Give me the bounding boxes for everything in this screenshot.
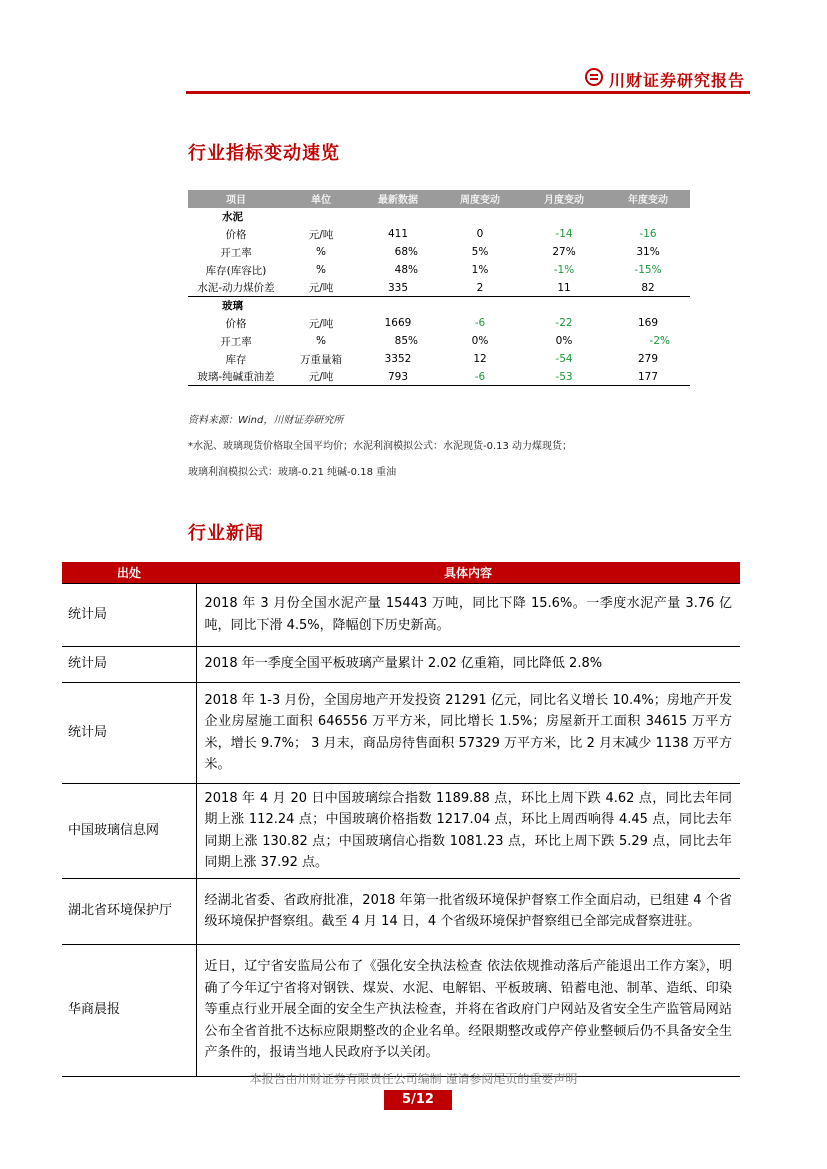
news-source: 湖北省环境保护厅 (62, 878, 196, 944)
weekly-cell: 5% (471, 246, 489, 259)
section-label: 玻璃 (222, 300, 243, 313)
item-cell: 价格 (225, 317, 247, 330)
report-header (186, 62, 750, 96)
news-source: 统计局 (62, 583, 196, 646)
news-row (62, 783, 740, 878)
news-source: 统计局 (62, 682, 196, 783)
table-row (188, 226, 690, 244)
yearly-cell: 279 (637, 353, 659, 366)
item-cell: 库存 (225, 353, 247, 366)
news-content: 经湖北省委、省政府批准，2018 年第一批省级环境保护督察工作全面启动，已组建 4 个省级环境保护督察组。截至 4 月 14 日，4 个省级环境保护督察组已全部完成督察进驻。 (196, 878, 740, 944)
yearly-cell: 82 (606, 279, 690, 297)
table-row (188, 243, 690, 261)
unit-cell: 万重量箱 (300, 353, 342, 366)
weekly-cell: 12 (473, 353, 487, 366)
column-header: 具体内容 (196, 562, 740, 583)
weekly-cell: 0 (476, 228, 484, 241)
yearly-cell: -16 (639, 228, 657, 241)
latest-cell: 68% (394, 246, 418, 259)
news-header-row (62, 562, 740, 583)
table-row (188, 261, 690, 279)
unit-cell: % (316, 246, 326, 259)
unit-cell: 元/吨 (284, 279, 358, 297)
latest-cell: 1669 (384, 317, 412, 330)
column-header: 周度变动 (438, 190, 522, 208)
news-row (62, 583, 740, 646)
yearly-cell: -2% (649, 335, 670, 348)
table-row (188, 315, 690, 333)
news-row (62, 646, 740, 682)
latest-cell: 793 (358, 368, 438, 386)
table-row (188, 332, 690, 350)
latest-cell: 411 (387, 228, 409, 241)
weekly-cell: -6 (438, 368, 522, 386)
weekly-cell: 0% (471, 335, 489, 348)
news-content: 2018 年 1-3 月份，全国房地产开发投资 21291 亿元，同比名义增长 10.4%；房地产开发企业房屋施工面积 646556 万平方米，同比增长 1.5%；房屋新开工面积 34615 万平方米，增长 9.7%； 3 月末，商品房待售面积 57329 万平方米，比 2 月末减少 1138 万平方米。 (196, 682, 740, 783)
indicators-table (188, 190, 690, 386)
news-content: 2018 年 4 月 20 日中国玻璃综合指数 1189.88 点，环比上周下跌 4.62 点，同比去年同期上涨 112.24 点；中国玻璃价格指数 1217.04 点，环比上周西响得 4.45 点，同比去年同期上涨 130.82 点；中国玻璃信心指数 1081.23 点，环比上周下跌 5.29 点，同比去年同期上涨 37.92 点。 (196, 783, 740, 878)
column-header: 月度变动 (522, 190, 606, 208)
unit-cell: % (316, 264, 326, 277)
indicators-header-row (188, 190, 690, 208)
item-cell: 开工率 (220, 335, 252, 348)
monthly-cell: -1% (553, 264, 575, 277)
column-header: 年度变动 (606, 190, 690, 208)
news-content: 近日，辽宁省安监局公布了《强化安全执法检查 依法依规推动落后产能退出工作方案》，明确了今年辽宁省将对钢铁、煤炭、水泥、电解铝、平板玻璃、铅蓄电池、制革、造纸、印染等重点行业开展全面的安全生产执法检查，并将在省政府门户网站及省安全生产监管局网站公布全省首批不达标应限期整改的企业名单。经限期整改或停产停业整顿后仍不具备安全生产条件的，报请当地人民政府予以关闭。 (196, 944, 740, 1076)
indicators-source-note: 资料来源：Wind，川财证券研究所 (188, 415, 344, 426)
item-cell: 价格 (225, 228, 247, 241)
yearly-cell: 177 (606, 368, 690, 386)
item-cell: 库存(库容比) (205, 264, 267, 277)
column-header: 项目 (188, 190, 284, 208)
news-source: 华商晨报 (62, 944, 196, 1076)
news-source: 统计局 (62, 646, 196, 682)
indicators-formula-note: *水泥、玻璃现货价格取全国平均价；水泥利润模拟公式：水泥现货-0.13 动力煤现货； (188, 441, 573, 452)
column-header: 单位 (284, 190, 358, 208)
table-row (188, 350, 690, 368)
latest-cell: 48% (394, 264, 418, 277)
header-rule (186, 91, 750, 94)
weekly-cell: 1% (471, 264, 489, 277)
news-content: 2018 年 3 月份全国水泥产量 15443 万吨，同比下降 15.6%。一季度水泥产量 3.76 亿吨，同比下滑 4.5%，降幅创下历史新高。 (196, 583, 740, 646)
item-cell: 玻璃-纯碱重油差 (188, 368, 284, 386)
indicators-formula-note-2: 玻璃利润模拟公式：玻璃-0.21 纯碱-0.18 重油 (188, 467, 397, 478)
latest-cell: 85% (394, 335, 418, 348)
indicators-section-title: 行业指标变动速览 (188, 143, 340, 164)
news-table (62, 562, 740, 1077)
column-header: 出处 (62, 562, 196, 583)
news-row (62, 944, 740, 1076)
section-row-cement (188, 208, 690, 226)
monthly-cell: -14 (555, 228, 573, 241)
news-row (62, 878, 740, 944)
section-label: 水泥 (222, 211, 243, 224)
table-row (188, 279, 690, 297)
monthly-cell: -53 (522, 368, 606, 386)
news-section-title: 行业新闻 (188, 523, 264, 544)
item-cell: 开工率 (220, 246, 252, 259)
report-brand-title: 川财证券研究报告 (609, 71, 746, 90)
monthly-cell: 0% (555, 335, 573, 348)
latest-cell: 3352 (384, 353, 412, 366)
company-logo-icon (585, 68, 603, 86)
news-content: 2018 年一季度全国平板玻璃产量累计 2.02 亿重箱，同比降低 2.8% (196, 646, 740, 682)
news-row (62, 682, 740, 783)
footer-disclaimer: 本报告由川财证券有限责任公司编制 谨请参阅尾页的重要声明 (249, 1072, 578, 1086)
unit-cell: % (316, 335, 326, 348)
unit-cell: 元/吨 (308, 228, 334, 241)
latest-cell: 335 (358, 279, 438, 297)
monthly-cell: -54 (555, 353, 573, 366)
weekly-cell: 2 (438, 279, 522, 297)
monthly-cell: 11 (522, 279, 606, 297)
yearly-cell: 31% (636, 246, 660, 259)
monthly-cell: -22 (555, 317, 573, 330)
yearly-cell: -15% (634, 264, 662, 277)
column-header: 最新数据 (358, 190, 438, 208)
item-cell: 水泥-动力煤价差 (188, 279, 284, 297)
news-source: 中国玻璃信息网 (62, 783, 196, 878)
unit-cell: 元/吨 (308, 317, 334, 330)
yearly-cell: 169 (637, 317, 659, 330)
monthly-cell: 27% (552, 246, 576, 259)
table-row (188, 368, 690, 386)
weekly-cell: -6 (474, 317, 486, 330)
unit-cell: 元/吨 (284, 368, 358, 386)
page-number: 5/12 (384, 1090, 452, 1110)
section-row-glass (188, 297, 690, 315)
